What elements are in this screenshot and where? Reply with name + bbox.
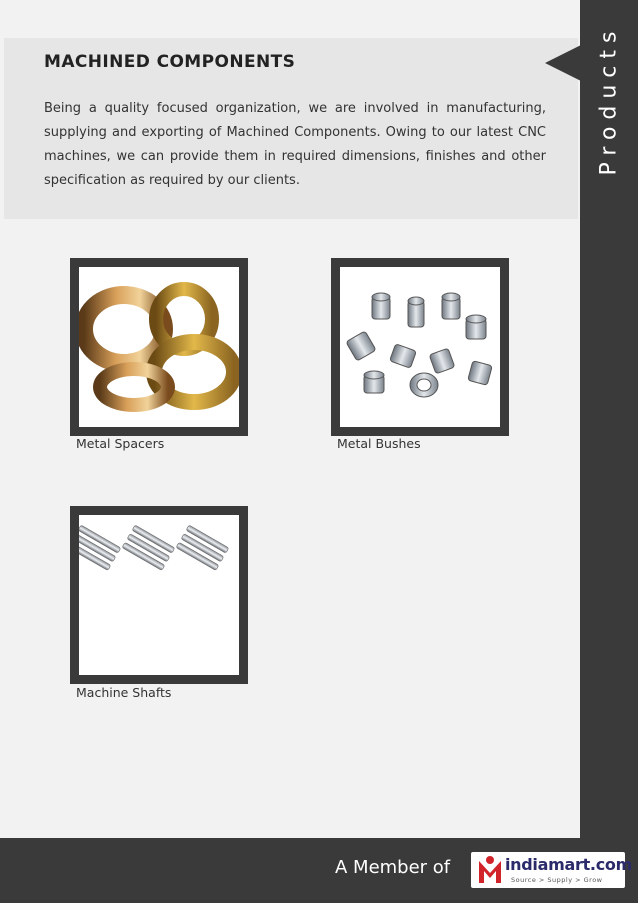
- product-label-machine-shafts[interactable]: Machine Shafts: [76, 685, 172, 700]
- pointer-arrow-icon: [545, 45, 581, 81]
- product-card-metal-bushes[interactable]: [331, 258, 509, 436]
- product-image-metal-bushes: [340, 267, 500, 427]
- product-label-metal-bushes[interactable]: Metal Bushes: [337, 436, 421, 451]
- product-image-metal-spacers: [79, 267, 239, 427]
- section-title: MACHINED COMPONENTS: [44, 52, 296, 72]
- product-card-machine-shafts[interactable]: [70, 506, 248, 684]
- side-band: [580, 0, 638, 838]
- indiamart-m-icon: [477, 855, 503, 885]
- side-band-label: Products: [596, 24, 622, 176]
- metal-bushes-image: [340, 267, 500, 427]
- indiamart-logo[interactable]: [471, 852, 632, 888]
- metal-spacers-image: [79, 267, 239, 427]
- logo-tagline: Source > Supply > Grow: [511, 876, 603, 884]
- product-image-machine-shafts: [79, 515, 239, 675]
- section-description: Being a quality focused organization, we are involved in manufacturing, supplying and exporting of Machined Components. Owing to our latest CNC machines, we can provide them in required dimensions, finishes and other specification as required by our clients.: [44, 101, 546, 188]
- machine-shafts-image: [79, 515, 239, 675]
- product-card-metal-spacers[interactable]: [70, 258, 248, 436]
- logo-wordmark: indiamart.com: [505, 855, 632, 874]
- member-text: A Member of: [335, 857, 451, 878]
- product-label-metal-spacers[interactable]: Metal Spacers: [76, 436, 165, 451]
